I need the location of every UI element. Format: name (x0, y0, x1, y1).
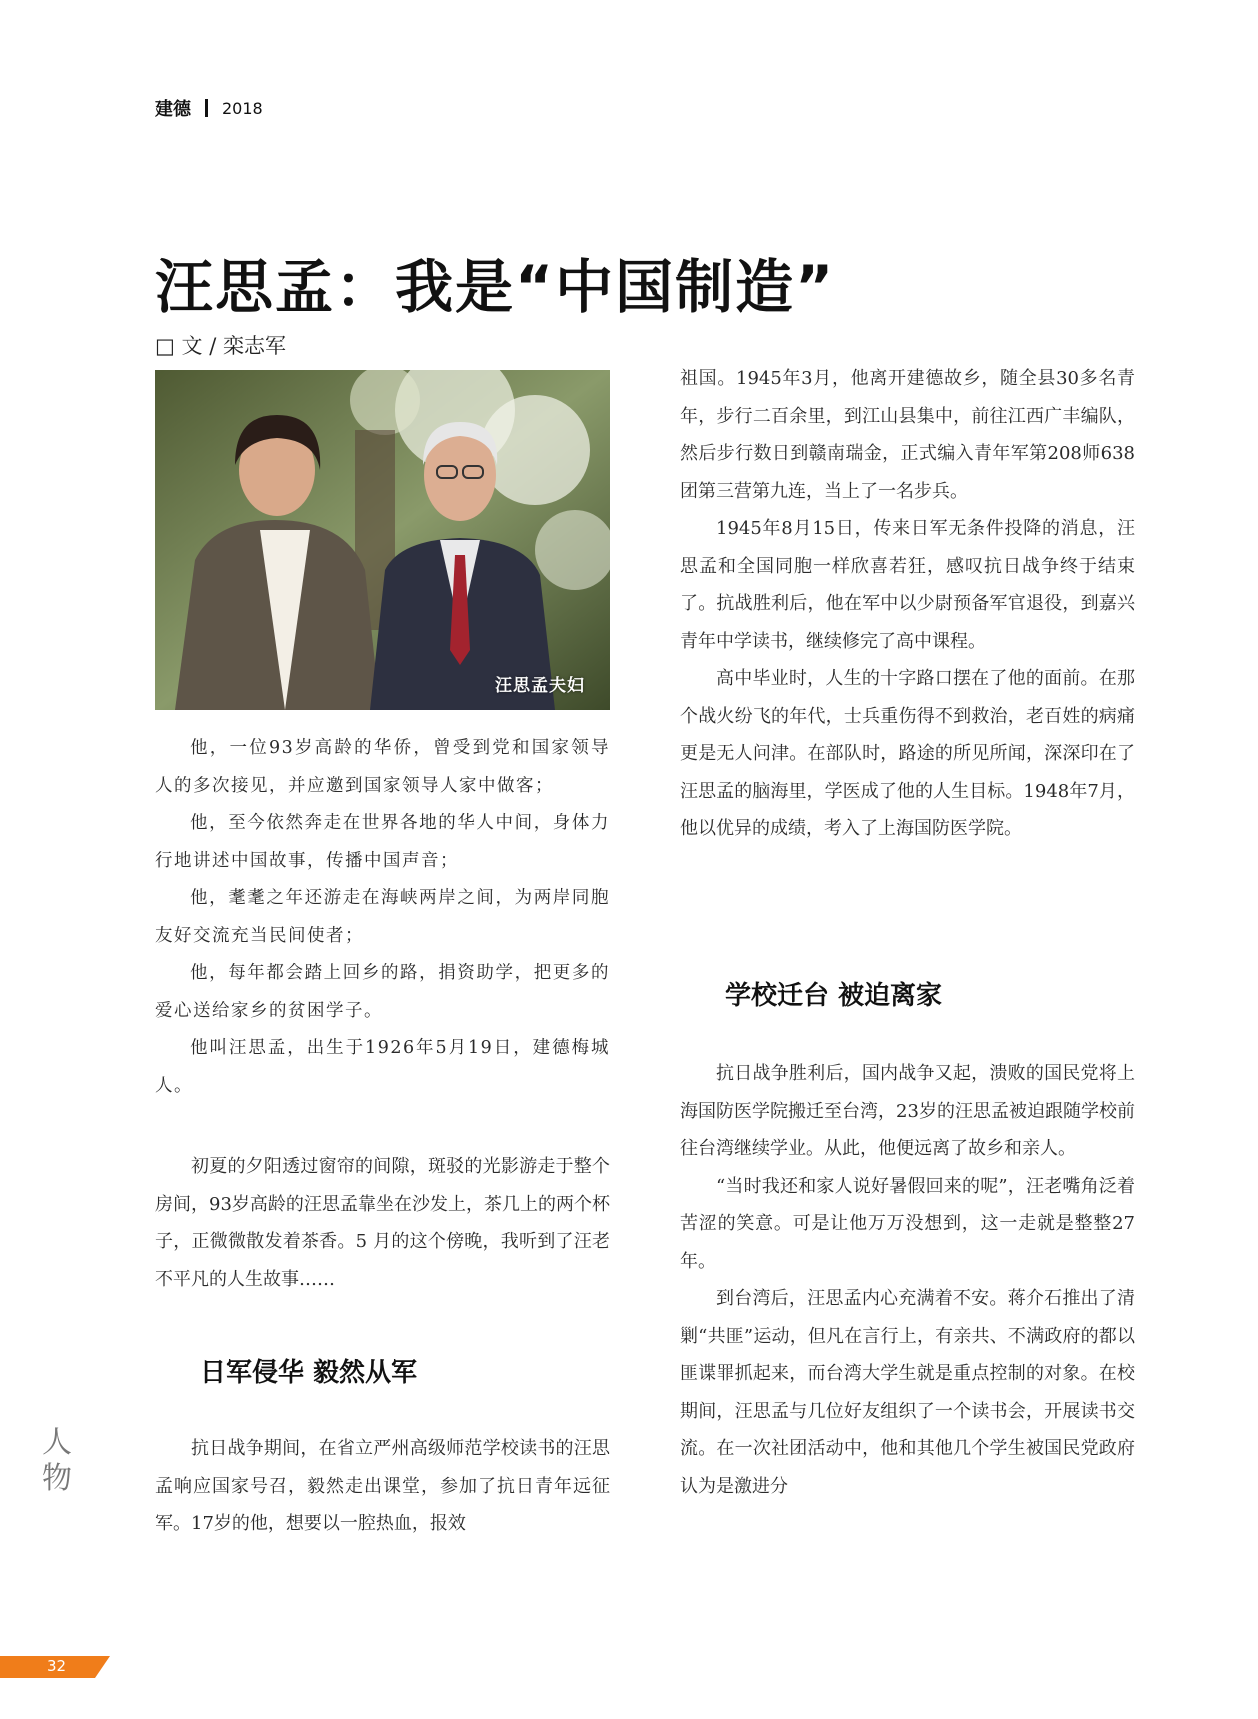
intro-paragraph: 他，至今依然奔走在世界各地的华人中间，身体力行地讲述中国故事，传播中国声音； (155, 813, 610, 871)
body-paragraph: 高中毕业时，人生的十字路口摆在了他的面前。在那个战火纷飞的年代，士兵重伤得不到救治，老百姓的病痛更是无人问津。在部队时，路途的所见所闻，深深印在了汪思孟的脑海里，学医成了他的人生目标。1948年7月，他以优异的成绩，考入了上海国防医学院。 (680, 668, 1135, 839)
section-heading-1: 日军侵华 毅然从军 (200, 1358, 418, 1388)
intro-paragraph: 他，一位93岁高龄的华侨，曾受到党和国家领导人的多次接见，并应邀到国家领导人家中做客； (155, 738, 610, 796)
page-number-tab (0, 1656, 110, 1678)
intro-paragraph: 他，耄耄之年还游走在海峡两岸之间，为两岸同胞友好交流充当民间使者； (155, 888, 610, 946)
article-byline: □ 文 / 栾志军 (155, 334, 286, 358)
body-paragraph: “当时我还和家人说好暑假回来的呢”，汪老嘴角泛着苦涩的笑意。可是让他万万没想到，这一走就是整整27年。 (680, 1175, 1135, 1272)
magazine-name: 建德 (155, 99, 191, 120)
body-paragraph: 抗日战争期间，在省立严州高级师范学校读书的汪思孟响应国家号召，毅然走出课堂，参加了抗日青年远征军。17岁的他，想要以一腔热血，报效 (155, 1438, 610, 1534)
header-separator (205, 99, 208, 117)
opening-paragraph-block (155, 1148, 610, 1298)
page-number: 32 (47, 1657, 67, 1675)
body-paragraph: 抗日战争胜利后，国内战争又起，溃败的国民党将上海国防医学院搬迁至台湾，23岁的汪思孟被迫跟随学校前往台湾继续学业。从此，他便远离了故乡和亲人。 (680, 1063, 1135, 1159)
couple-photo-illustration (155, 370, 610, 710)
article-photo (155, 370, 610, 710)
section-heading-2: 学校迁台 被迫离家 (725, 981, 943, 1011)
section1-left-text (155, 1430, 610, 1543)
issue-year: 2018 (222, 98, 263, 118)
body-paragraph: 1945年8月15日，传来日军无条件投降的消息，汪思孟和全国同胞一样欣喜若狂，感叹抗日战争终于结束了。抗战胜利后，他在军中以少尉预备军官退役，到嘉兴青年中学读书，继续修完了高中课程。 (680, 518, 1135, 652)
intro-paragraph: 他，每年都会踏上回乡的路，捐资助学，把更多的爱心送给家乡的贫困学子。 (155, 963, 610, 1021)
body-paragraph: 到台湾后，汪思孟内心充满着不安。蒋介石推出了清剿“共匪”运动，但凡在言行上，有亲共、不满政府的都以匪谍罪抓起来，而台湾大学生就是重点控制的对象。在校期间，汪思孟与几位好友组织了一个读书会，开展读书交流。在一次社团活动中，他和其他几个学生被国民党政府认为是激进分 (680, 1288, 1135, 1497)
section-label: 人物 (42, 1425, 72, 1496)
photo-caption: 汪思孟夫妇 (495, 676, 585, 696)
section2-text (680, 1055, 1135, 1505)
right-column-text (680, 360, 1135, 848)
body-paragraph: 祖国。1945年3月，他离开建德故乡，随全县30多名青年，步行二百余里，到江山县集中，前往江西广丰编队，然后步行数日到赣南瑞金，正式编入青年军第208师638团第三营第九连，当上了一名步兵。 (680, 368, 1135, 502)
page-header (155, 95, 263, 121)
opening-paragraph: 初夏的夕阳透过窗帘的间隙，斑驳的光影游走于整个房间，93岁高龄的汪思孟靠坐在沙发上，茶几上的两个杯子，正微微散发着茶香。5 月的这个傍晚，我听到了汪老不平凡的人生故事…… (155, 1156, 610, 1290)
intro-paragraph: 他叫汪思孟，出生于1926年5月19日，建德梅城人。 (155, 1038, 610, 1096)
intro-column (155, 730, 610, 1105)
article-title: 汪思孟：我是“中国制造” (155, 253, 836, 321)
